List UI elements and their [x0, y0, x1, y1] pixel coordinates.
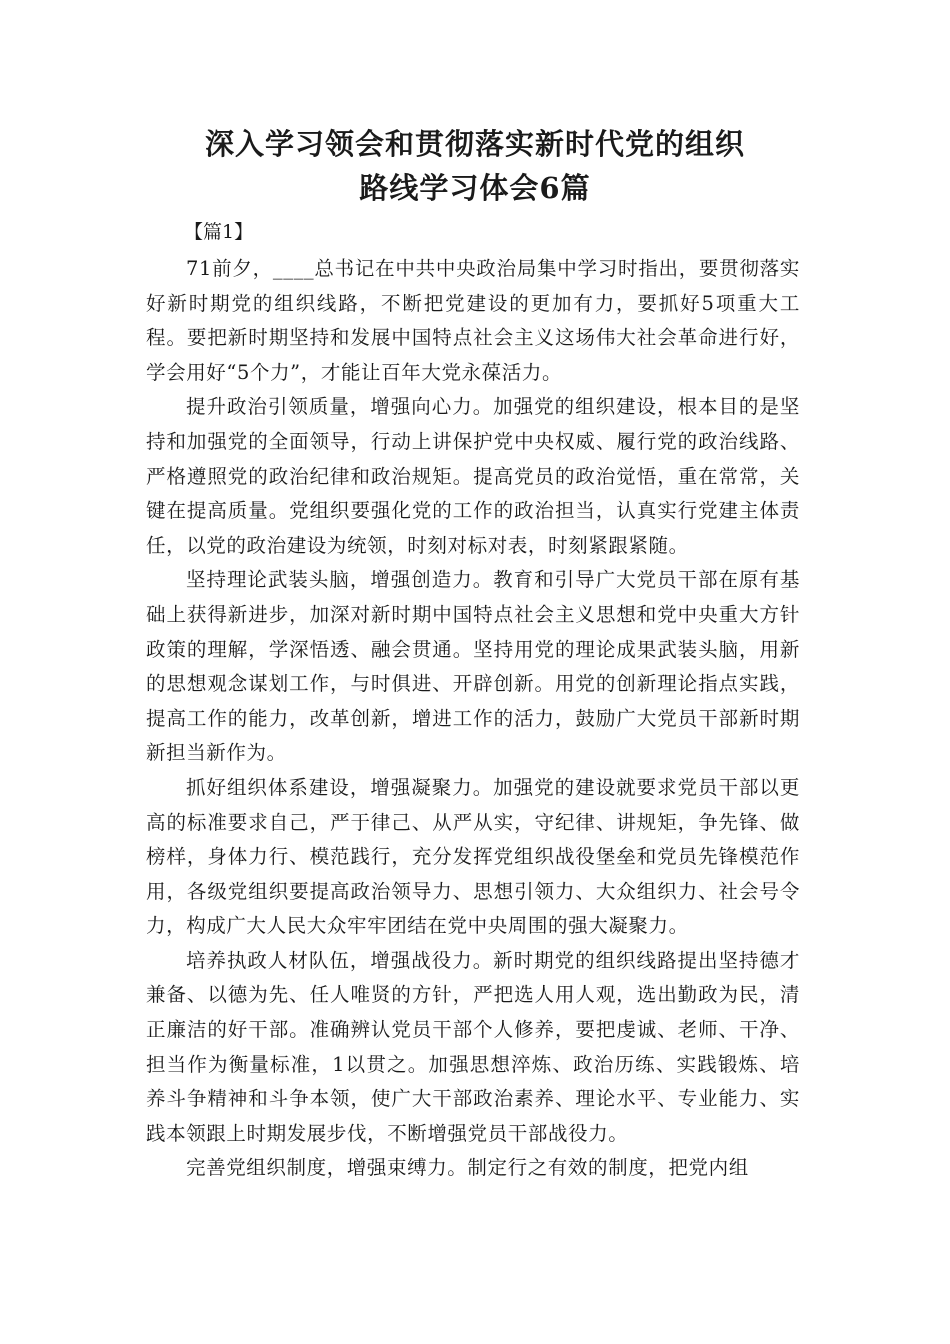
section-tag: 【篇1】: [184, 221, 254, 243]
paragraph: 71前夕，____总书记在中共中央政治局集中学习时指出，要贯彻落实好新时期党的组织线路，不断把党建设的更加有力，要抓好5项重大工程。要把新时期坚持和发展中国特点社会主义这场伟大社会革命进行好，学会用好“5个力”，才能让百年大党永葆活力。: [146, 257, 800, 384]
document-title-line-1: 深入学习领会和贯彻落实新时代党的组织: [204, 127, 745, 161]
paragraph: 抓好组织体系建设，增强凝聚力。加强党的建设就要求党员干部以更高的标准要求自己，严于律己、从严从实，守纪律、讲规矩，争先锋、做榜样，身体力行、模范践行，充分发挥党组织战役堡垒和党员先锋模范作用，各级党组织要提高政治领导力、思想引领力、大众组织力、社会号令力，构成广大人民大众牢牢团结在党中央周围的强大凝聚力。: [146, 775, 800, 938]
paragraph: 提升政治引领质量，增强向心力。加强党的组织建设，根本目的是坚持和加强党的全面领导，行动上讲保护党中央权威、履行党的政治线路、严格遵照党的政治纪律和政治规矩。提高党员的政治觉悟，重在常常，关键在提高质量。党组织要强化党的工作的政治担当，认真实行党建主体责任，以党的政治建设为统领，时刻对标对表，时刻紧跟紧随。: [146, 395, 800, 557]
document-body: [146, 252, 800, 1186]
document-title-line-2: 路线学习体会6篇: [359, 171, 591, 205]
paragraph: 完善党组织制度，增强束缚力。制定行之有效的制度，把党内组: [186, 1156, 749, 1180]
paragraph: 坚持理论武装头脑，增强创造力。教育和引导广大党员干部在原有基础上获得新进步，加深对新时期中国特点社会主义思想和党中央重大方针政策的理解，学深悟透、融会贯通。坚持用党的理论成果武装头脑，用新的思想观念谋划工作，与时俱进、开辟创新。用党的创新理论指点实践，提高工作的能力，改革创新，增进工作的活力，鼓励广大党员干部新时期新担当新作为。: [146, 568, 800, 765]
paragraph: 培养执政人材队伍，增强战役力。新时期党的组织线路提出坚持德才兼备、以德为先、任人唯贤的方针，严把选人用人观，选出勤政为民，清正廉洁的好干部。准确辨认党员干部个人修养，要把虔诚、老师、干净、担当作为衡量标准，1以贯之。加强思想淬炼、政治历练、实践锻炼、培养斗争精神和斗争本领，使广大干部政治素养、理论水平、专业能力、实践本领跟上时期发展步伐，不断增强党员干部战役力。: [146, 948, 800, 1145]
